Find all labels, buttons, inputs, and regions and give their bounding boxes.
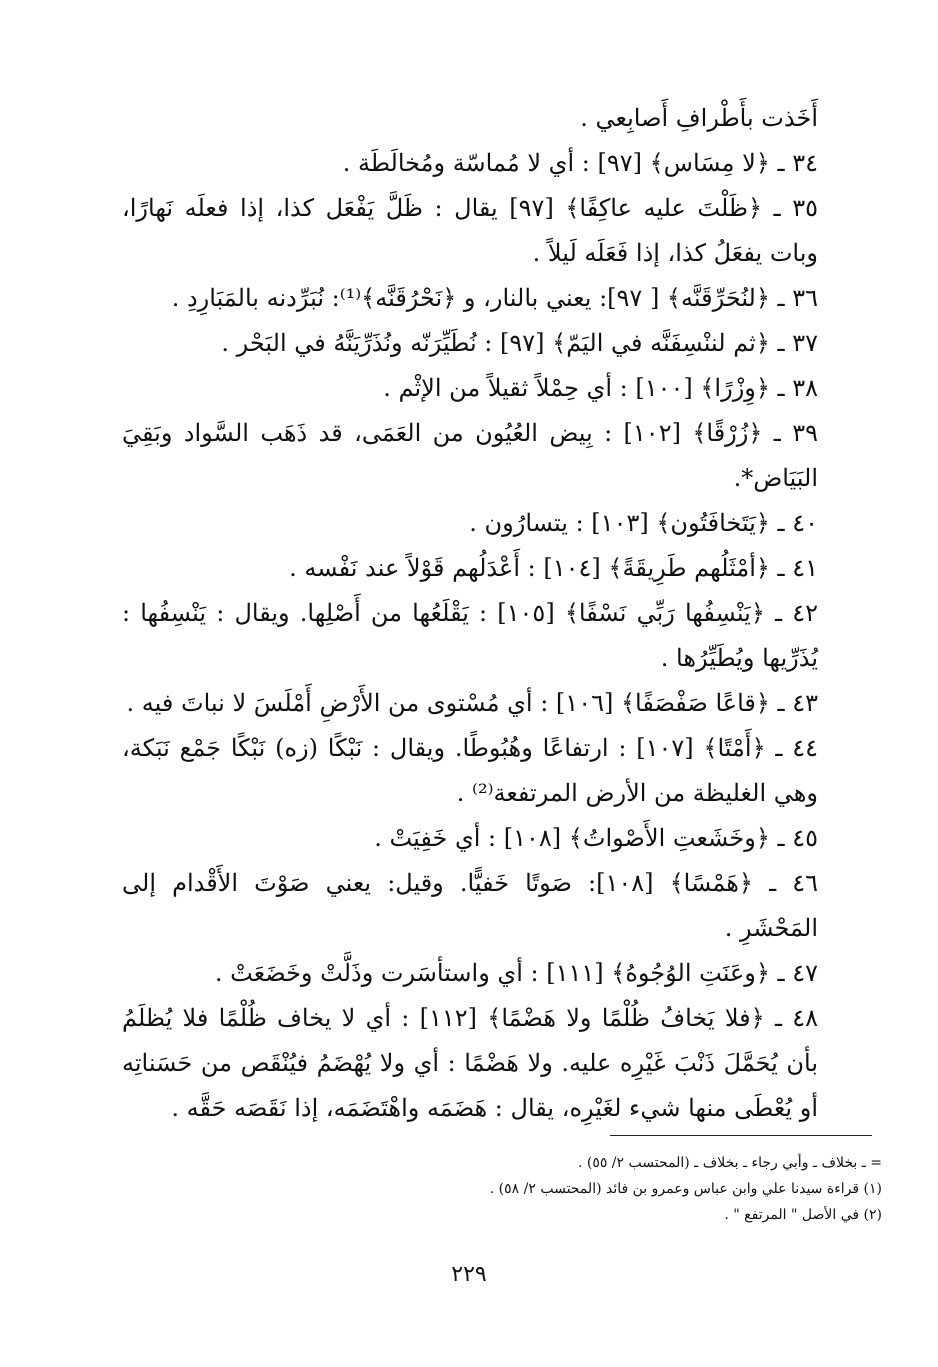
entry-44: ٤٤ ـ ﴿أَمْتًا﴾ [١٠٧] : ارتفاعًا وهُبُوطًا. ويقال : نَبْكًا (زه) نَبْكًا جَمْع نَبَكة، وهي الغليظة من الأرض المرتفعة⁽²⁾ . — [122, 734, 819, 807]
footnote-1: (١) قراءة سيدنا علي وابن عباس وعمرو بن فائد (المحتسب ٢/ ٥٨) . — [489, 1181, 882, 1197]
entry-41: ٤١ ـ ﴿أمْثَلُهم طَرِيقَةً﴾ [١٠٤] : أَعْدَلُهم قَوْلاً عند نَفْسه . — [289, 554, 818, 582]
footnote-2: (٢) في الأصل " المرتفع " . — [724, 1207, 882, 1223]
entry-42: ٤٢ ـ ﴿يَنْسِفُها رَبِّي نَسْفًا﴾ [١٠٥] : يَقْلَعُها من أَصْلِها. ويقال : يَنْسِفُها : يُذَرِّيها ويُطَيِّرُها . — [122, 599, 819, 672]
entry-36: ٣٦ ـ ﴿لنُحَرِّقَنَّه﴾ [ ٩٧]: يعني بالنار، و ﴿نَحْرُقَنَّه﴾⁽¹⁾: نُبَرِّدنه بالمَبَارِدِ . — [171, 284, 818, 312]
entry-47: ٤٧ ـ ﴿وعَنَتِ الوُجُوهُ﴾ [١١١] : أي واستأسَرت وذَلَّتْ وخَضَعَتْ . — [214, 959, 818, 987]
entry-45: ٤٥ ـ ﴿وخَشَعتِ الأَصْواتُ﴾ [١٠٨] : أي خَفِيَتْ . — [374, 824, 818, 852]
entry-37: ٣٧ ـ ﴿ثم لننْسِفَنَّه في اليَمّ﴾ [٩٧] : نُطَيِّرَنّه ونُذَرِّيَنَّهُ في البَحْر . — [221, 329, 818, 357]
footnotes — [122, 1150, 882, 1228]
footnote-continuation: = ـ بخلاف ـ وأبي رجاء ـ بخلاف ـ (المحتسب ٢/ ٥٥) . — [577, 1155, 882, 1171]
entry-34: ٣٤ ـ ﴿لا مِسَاس﴾ [٩٧] : أي لا مُماسّة ومُخالَطَة . — [342, 149, 818, 177]
entry-43: ٤٣ ـ ﴿قاعًا صَفْصَفًا﴾ [١٠٦] : أي مُسْتوى من الأَرْضِ أَمْلَسَ لا نباتَ فيه . — [126, 689, 818, 717]
footnote-divider — [610, 1135, 872, 1136]
entry-38: ٣٨ ـ ﴿وِزْرًا﴾ [١٠٠] : أي حِمْلاً ثقيلاً من الإثْم . — [383, 374, 818, 402]
entry-48: ٤٨ ـ ﴿فلا يَخافُ ظُلْمًا ولا هَضْمًا﴾ [١١٢] : أي لا يخاف ظُلْمًا فلا يُظلَمُ بأن يُحَمَّلَ ذَنْبَ غَيْرِه عليه. ولا هَضْمًا : أي ولا يُهْضَمُ فيُنْقَص من حَسَناتِه أو يُعْطَى منها شيء لغَيْرِه، يقال : هَضَمَه واهْتَضَمَه، إذا نَقَصَه حَقَّه . — [122, 1004, 818, 1122]
entry-35: ٣٥ ـ ﴿ظَلْتَ عليه عاكِفًا﴾ [٩٧] يقال : ظَلَّ يَفْعَل كذا، إذا فعلَه نَهارًا، وبات يفعَلُ كذا، إذا فَعَلَه لَيلاً . — [122, 194, 818, 267]
entry-continuation: أَخَذت بأَطْرافِ أَصابِعي . — [580, 104, 818, 132]
main-text — [122, 96, 818, 1131]
entry-46: ٤٦ ـ ﴿هَمْسًا﴾ [١٠٨]: صَوتًا خَفيًّا. وقيل: يعني صَوْتَ الأَقْدام إلى المَحْشَرِ . — [122, 869, 818, 942]
entry-40: ٤٠ ـ ﴿يَتَخافَتُون﴾ [١٠٣] : يتسارُون . — [469, 509, 818, 537]
entry-39: ٣٩ ـ ﴿زُرْقًا﴾ [١٠٢] : بِيض العُيُون من العَمَى، قد ذَهَب السَّواد وبَقِيَ البَيَاض*. — [122, 419, 818, 492]
page-number: ٢٢٩ — [451, 1262, 487, 1287]
